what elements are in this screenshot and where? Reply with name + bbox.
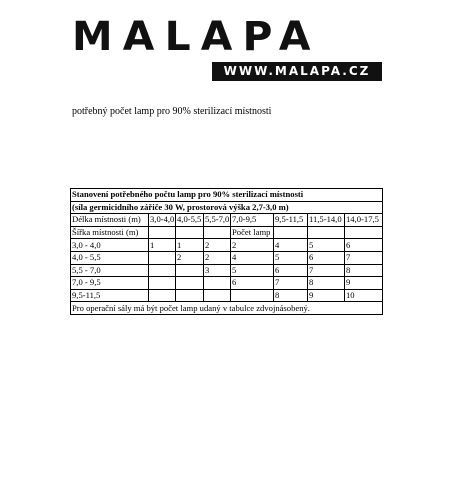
- width-label: Šířka místnosti (m): [71, 226, 149, 239]
- lamp-count: 2: [204, 251, 231, 264]
- row-width: 7,0 - 9,5: [71, 277, 149, 290]
- lamp-count: [176, 264, 204, 277]
- logo-url[interactable]: WWW.MALAPA.CZ: [212, 62, 382, 81]
- length-range: 3,0-4,0: [150, 214, 175, 225]
- lamp-count: 6: [274, 264, 308, 277]
- length-range: 4,0-5,5: [176, 214, 204, 227]
- lamp-count-table: [70, 188, 383, 315]
- lamp-count: 2: [176, 251, 204, 264]
- lamp-count: 7: [345, 251, 383, 264]
- lamp-count: 4: [274, 239, 308, 252]
- lamp-count: 9: [345, 277, 383, 290]
- lamp-count: 5: [231, 264, 274, 277]
- logo-wordmark: MALAPA: [72, 14, 321, 60]
- length-range: 14,0-17,5: [345, 214, 383, 227]
- length-label: Délka místnosti (m): [71, 214, 149, 227]
- lamp-count: 5: [308, 239, 345, 252]
- table-footnote-row: [71, 302, 383, 315]
- lamp-count: 9: [308, 289, 345, 302]
- length-range: 7,0-9,5: [231, 214, 274, 227]
- lamp-count: 6: [231, 277, 274, 290]
- count-label: Počet lamp: [231, 226, 274, 239]
- table-title: Stanovení potřebného počtu lamp pro 90% sterilizací místnosti: [71, 189, 383, 202]
- row-width: 4,0 - 5,5: [71, 251, 149, 264]
- length-range: 9,5-11,5: [274, 214, 308, 227]
- lamp-count: 6: [308, 251, 345, 264]
- row-width: 3,0 - 4,0: [71, 239, 149, 252]
- lamp-count: 2: [204, 239, 231, 252]
- empty-cell: [308, 226, 345, 239]
- empty-cell: [274, 226, 308, 239]
- lamp-count: 7: [274, 277, 308, 290]
- malapa-logo: [72, 14, 382, 78]
- table-subtitle: (síla germicidního zářiče 30 W, prostorová výška 2,7-3,0 m): [71, 201, 383, 214]
- row-width: 5,5 - 7,0: [71, 264, 149, 277]
- length-header-row: [71, 214, 383, 227]
- lamp-count: 1: [176, 239, 204, 252]
- lamp-count: [149, 277, 176, 290]
- lamp-count: [204, 277, 231, 290]
- lamp-count: [149, 251, 176, 264]
- empty-cell: [176, 226, 204, 239]
- table-row: [71, 264, 383, 277]
- table-row: [71, 239, 383, 252]
- table-row: [71, 277, 383, 290]
- width-header-row: [71, 226, 383, 239]
- lamp-count: 5: [274, 251, 308, 264]
- lamp-count: [176, 277, 204, 290]
- intro-text: potřebný počet lamp pro 90% sterilizací místnosti: [72, 106, 272, 117]
- lamp-count: 6: [345, 239, 383, 252]
- table-row: [71, 251, 383, 264]
- lamp-count: 7: [308, 264, 345, 277]
- lamp-count: [149, 264, 176, 277]
- table-subtitle-row: [71, 201, 383, 214]
- table-footnote: Pro operační sály má být počet lamp udaný v tabulce zdvojnásobený.: [71, 302, 383, 315]
- table-row: [71, 289, 383, 302]
- lamp-count: 4: [231, 251, 274, 264]
- empty-cell: [204, 226, 231, 239]
- table-title-row: [71, 189, 383, 202]
- empty-cell: [345, 226, 383, 239]
- lamp-count: 10: [345, 289, 383, 302]
- lamp-count: [149, 289, 176, 302]
- lamp-count: 2: [231, 239, 274, 252]
- lamp-count: [176, 289, 204, 302]
- lamp-count: 8: [308, 277, 345, 290]
- lamp-count: 8: [345, 264, 383, 277]
- lamp-count: 8: [274, 289, 308, 302]
- lamp-count: 1: [149, 239, 176, 252]
- lamp-count: [204, 289, 231, 302]
- lamp-count: [231, 289, 274, 302]
- row-width: 9,5-11,5: [71, 289, 149, 302]
- length-range: 11,5-14,0: [308, 214, 345, 227]
- empty-cell: [149, 226, 176, 239]
- lamp-count: 3: [204, 264, 231, 277]
- length-range: 5,5-7,0: [205, 214, 230, 225]
